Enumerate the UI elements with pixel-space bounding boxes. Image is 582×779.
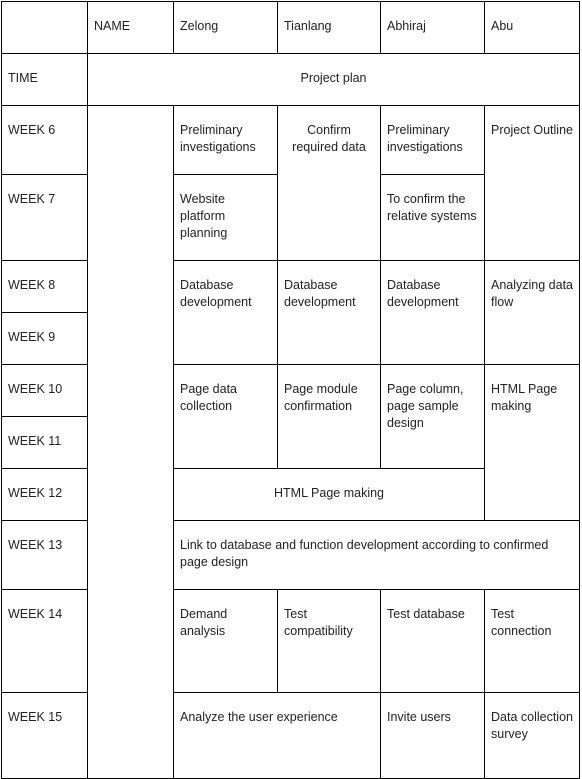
task-cell: Invite users — [381, 693, 485, 779]
name-header: NAME — [88, 2, 174, 54]
task-cell: Website platform planning — [174, 175, 278, 261]
project-plan-table — [1, 1, 580, 779]
task-cell: Page module confirmation — [278, 365, 381, 469]
task-cell: Preliminary investigations — [381, 106, 485, 175]
member-header-abhiraj: Abhiraj — [381, 2, 485, 54]
week-label: WEEK 13 — [2, 521, 88, 590]
task-cell: Database development — [278, 261, 381, 365]
task-cell: Data collection survey — [485, 693, 580, 779]
name-column-empty — [88, 106, 174, 779]
time-row — [2, 54, 580, 106]
shared-task-cell: HTML Page making — [174, 469, 485, 521]
shared-task-cell: Analyze the user experience — [174, 693, 381, 779]
task-cell: Preliminary investigations — [174, 106, 278, 175]
member-header-zelong: Zelong — [174, 2, 278, 54]
week-label: WEEK 9 — [2, 313, 88, 365]
task-cell: Demand analysis — [174, 590, 278, 693]
task-cell: Test database — [381, 590, 485, 693]
week-label: WEEK 14 — [2, 590, 88, 693]
week-label: WEEK 11 — [2, 417, 88, 469]
task-cell: Page column, page sample design — [381, 365, 485, 469]
task-cell: Page data collection — [174, 365, 278, 469]
task-cell: To confirm the relative systems — [381, 175, 485, 261]
member-header-abu: Abu — [485, 2, 580, 54]
week-label: WEEK 7 — [2, 175, 88, 261]
week-label: WEEK 12 — [2, 469, 88, 521]
time-label: TIME — [2, 54, 88, 106]
task-cell: Test compatibility — [278, 590, 381, 693]
week-row — [2, 106, 580, 175]
header-row — [2, 2, 580, 54]
week-label: WEEK 15 — [2, 693, 88, 779]
member-header-tianlang: Tianlang — [278, 2, 381, 54]
week-label: WEEK 10 — [2, 365, 88, 417]
task-cell: Confirm required data — [278, 106, 381, 261]
task-cell: Project Outline — [485, 106, 580, 261]
week-label: WEEK 8 — [2, 261, 88, 313]
task-cell: Test connection — [485, 590, 580, 693]
shared-task-cell: Link to database and function development according to confirmed page design — [174, 521, 580, 590]
week-label: WEEK 6 — [2, 106, 88, 175]
plan-title: Project plan — [88, 54, 580, 106]
task-cell: Database development — [174, 261, 278, 365]
task-cell: Database development — [381, 261, 485, 365]
task-cell: HTML Page making — [485, 365, 580, 521]
task-cell: Analyzing data flow — [485, 261, 580, 365]
corner-cell — [2, 2, 88, 54]
